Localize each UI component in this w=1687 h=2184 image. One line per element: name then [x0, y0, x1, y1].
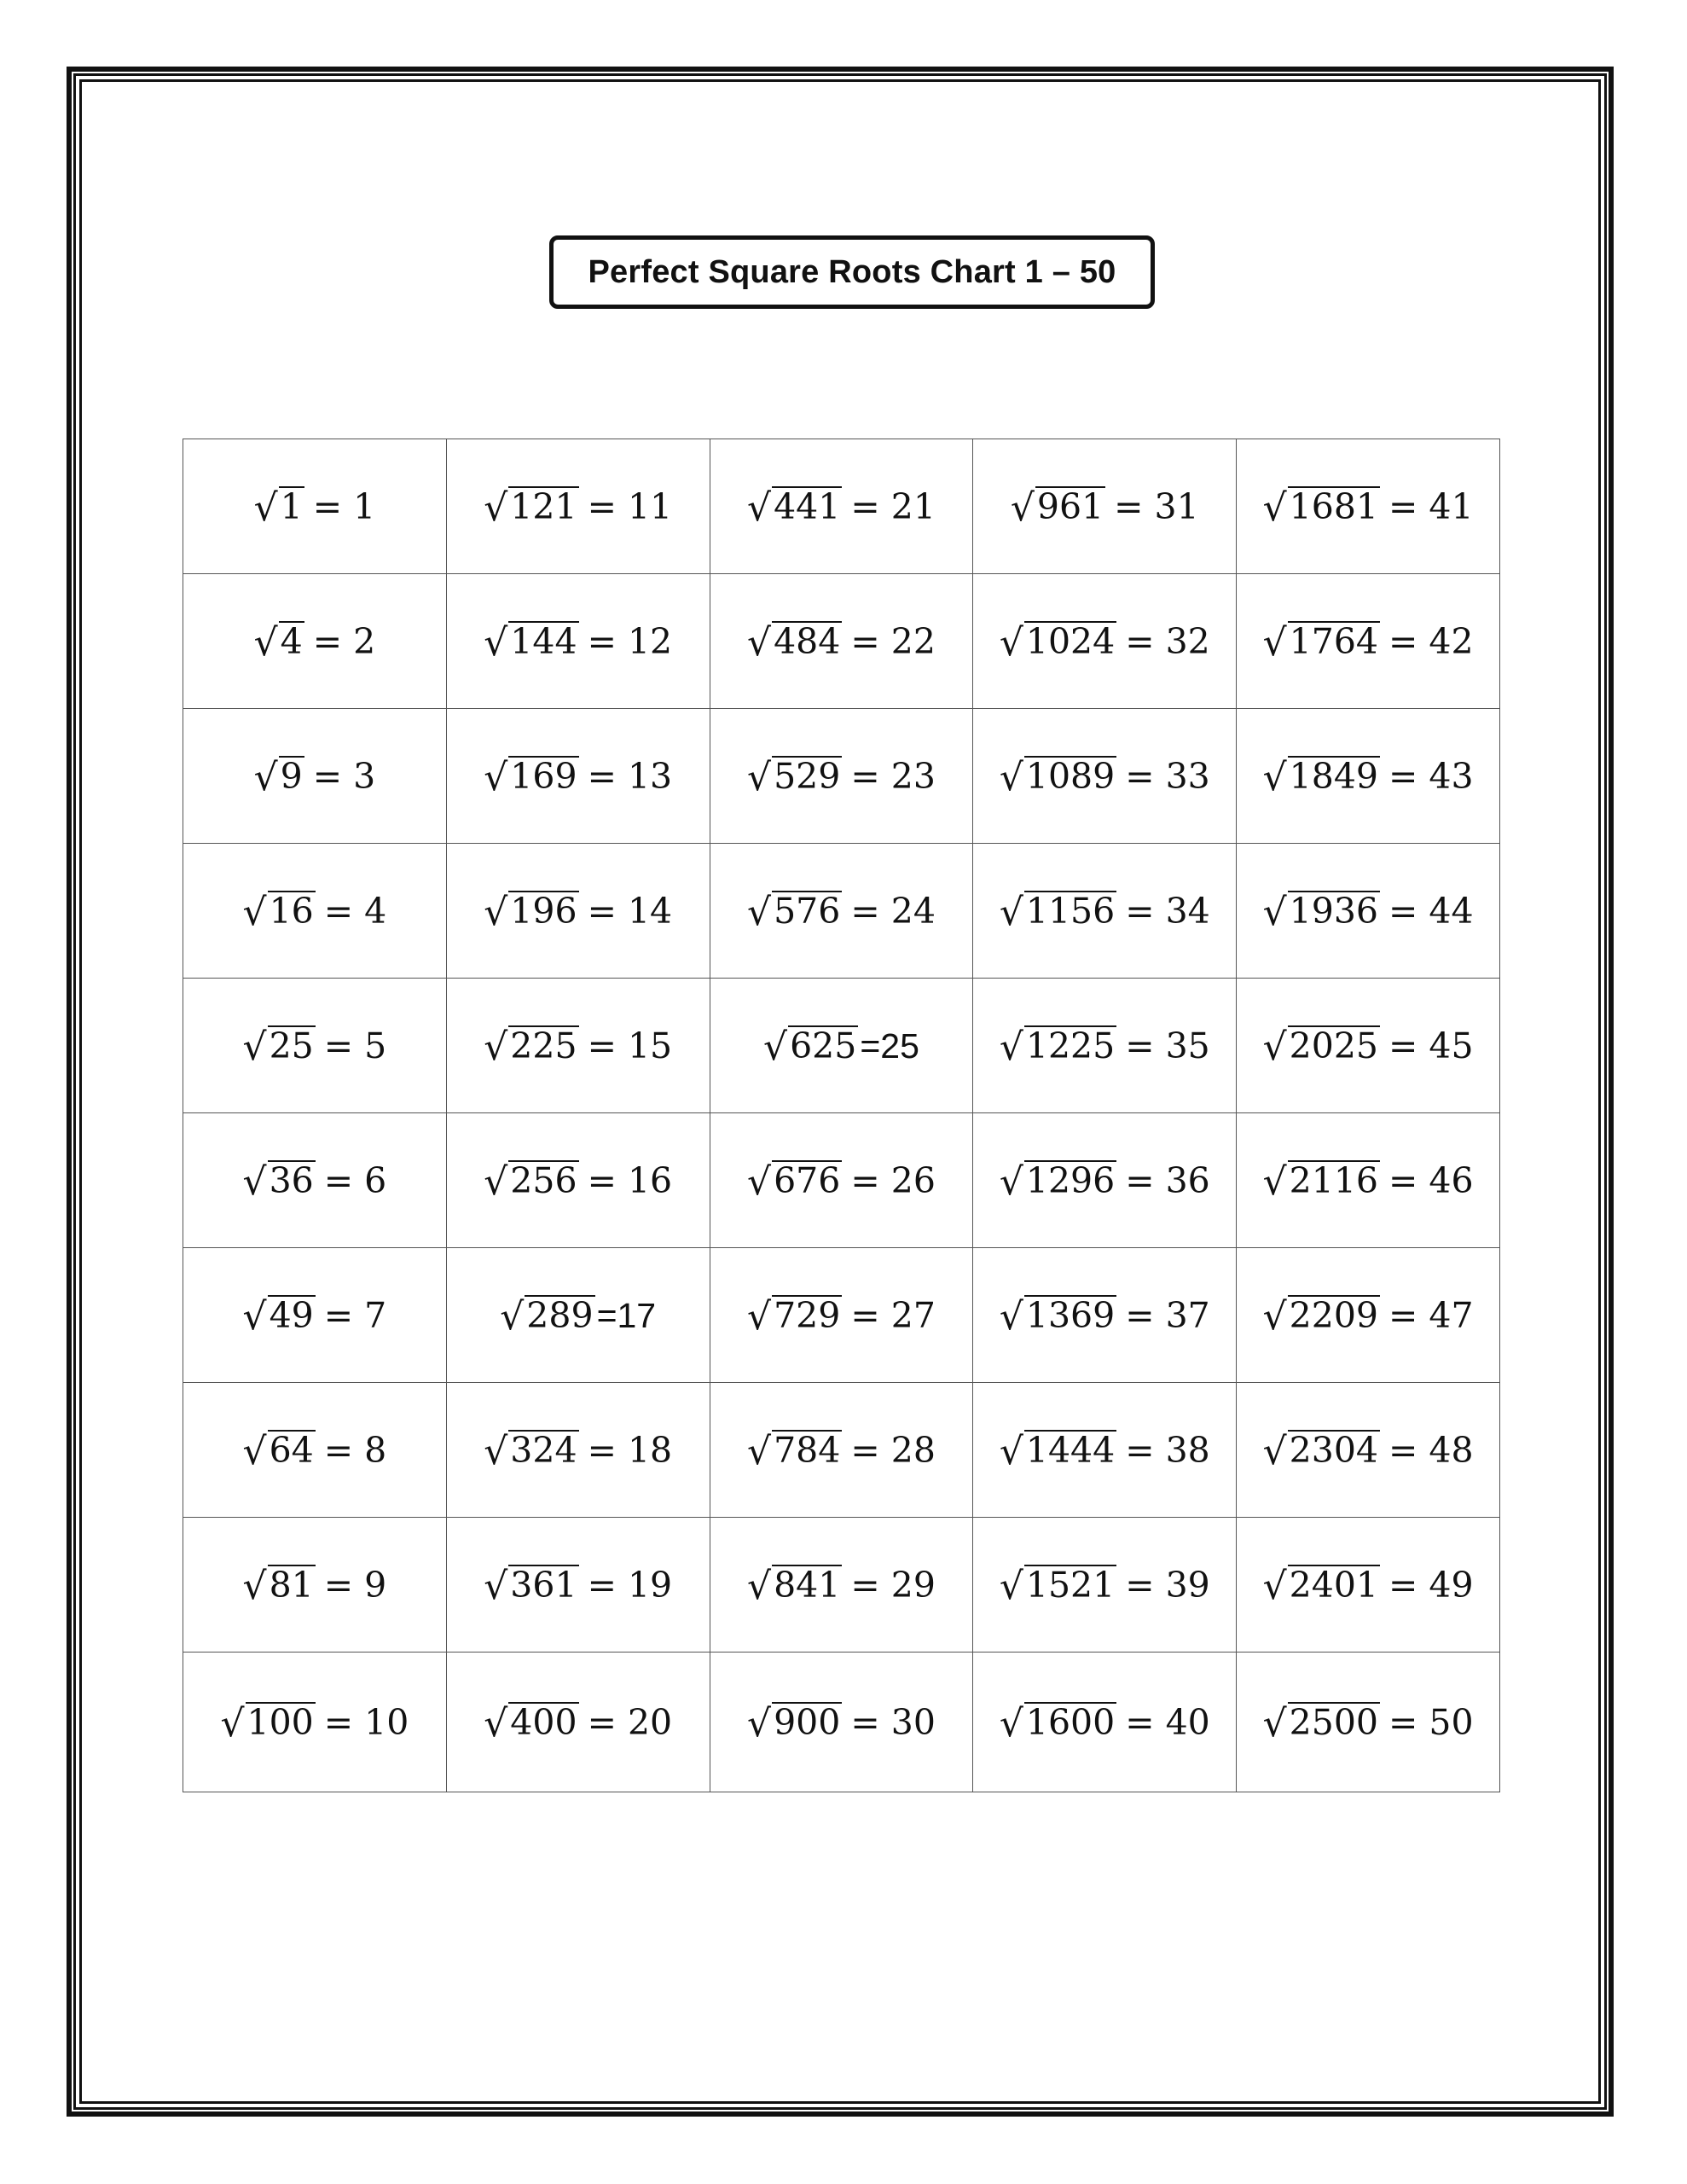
table-cell — [1237, 1248, 1500, 1383]
radicand: 121 — [510, 486, 577, 527]
root-result: = 14 — [587, 891, 673, 932]
square-root-equation — [484, 619, 672, 663]
table-cell — [973, 1518, 1237, 1653]
radicand: 1444 — [1025, 1430, 1116, 1471]
root-result: = 12 — [587, 621, 673, 662]
table-cell — [973, 1383, 1237, 1518]
root-result: = 27 — [850, 1295, 936, 1336]
square-root-equation — [1000, 1024, 1210, 1067]
radicand: 2209 — [1289, 1295, 1378, 1336]
square-root-symbol: √ — [242, 1160, 267, 1204]
radicand: 1 — [280, 486, 303, 527]
root-result: = 49 — [1388, 1565, 1474, 1606]
square-root-symbol: √ — [747, 1160, 772, 1204]
square-roots-table-body — [183, 439, 1500, 1792]
table-cell — [973, 1653, 1237, 1792]
table-cell — [183, 574, 447, 709]
radicand: 1764 — [1289, 621, 1378, 662]
square-root-equation — [1263, 1563, 1474, 1606]
square-root-symbol: √ — [999, 1160, 1023, 1204]
square-root-symbol: √ — [242, 891, 267, 934]
root-result: = 3 — [312, 756, 376, 797]
table-cell — [183, 1113, 447, 1248]
table-cell — [710, 1248, 973, 1383]
root-result: = 31 — [1114, 486, 1199, 527]
root-result: = 18 — [587, 1430, 673, 1471]
square-root-equation — [1000, 889, 1210, 932]
square-root-equation — [243, 889, 387, 932]
radicand: 729 — [774, 1295, 841, 1336]
root-result: = 6 — [323, 1160, 387, 1201]
table-cell — [183, 1383, 447, 1518]
table-cell — [446, 1518, 710, 1653]
root-result: = 37 — [1125, 1295, 1210, 1336]
square-root-symbol: √ — [253, 621, 278, 665]
root-result: = 41 — [1388, 486, 1474, 527]
square-root-equation — [484, 1024, 672, 1067]
radicand: 1936 — [1289, 891, 1378, 932]
square-root-equation — [747, 889, 936, 932]
square-root-equation — [254, 619, 376, 663]
table-cell — [183, 979, 447, 1113]
radicand: 361 — [510, 1565, 577, 1606]
radicand: 484 — [774, 621, 841, 662]
table-row — [183, 1113, 1500, 1248]
square-root-equation — [1000, 619, 1210, 663]
square-root-equation — [1263, 889, 1474, 932]
radicand: 36 — [269, 1160, 314, 1201]
square-root-equation — [747, 1428, 936, 1472]
root-result: = 46 — [1388, 1160, 1474, 1201]
square-root-symbol: √ — [999, 1430, 1023, 1473]
square-root-equation — [747, 1159, 936, 1202]
root-result: = 42 — [1388, 621, 1474, 662]
square-root-symbol: √ — [1262, 486, 1287, 530]
square-root-symbol: √ — [484, 621, 508, 665]
table-row — [183, 1383, 1500, 1518]
square-root-symbol: √ — [999, 756, 1023, 799]
table-cell — [446, 844, 710, 979]
radicand: 576 — [774, 891, 841, 932]
radicand: 784 — [774, 1430, 841, 1471]
root-result: = 35 — [1125, 1025, 1210, 1066]
root-result: = 4 — [323, 891, 387, 932]
square-root-symbol: √ — [484, 1025, 508, 1069]
radicand: 2304 — [1289, 1430, 1378, 1471]
square-root-symbol: √ — [1262, 891, 1287, 934]
square-root-symbol: √ — [747, 1565, 772, 1608]
radicand: 2401 — [1289, 1565, 1378, 1606]
table-row — [183, 709, 1500, 844]
table-cell — [183, 709, 447, 844]
radicand: 64 — [269, 1430, 314, 1471]
square-root-symbol: √ — [999, 1025, 1023, 1069]
root-result: = 39 — [1125, 1565, 1210, 1606]
table-cell — [446, 574, 710, 709]
root-result: =25 — [860, 1026, 919, 1066]
square-root-symbol: √ — [763, 1025, 788, 1069]
root-result: = 21 — [850, 486, 936, 527]
radicand: 1681 — [1289, 486, 1378, 527]
square-root-symbol: √ — [747, 1430, 772, 1473]
square-root-symbol: √ — [1262, 756, 1287, 799]
radicand: 1600 — [1025, 1702, 1116, 1743]
root-result: = 15 — [587, 1025, 673, 1066]
root-result: = 1 — [312, 486, 376, 527]
square-root-equation — [484, 1159, 672, 1202]
root-result: = 33 — [1125, 756, 1210, 797]
table-cell — [1237, 979, 1500, 1113]
square-root-equation — [1263, 1024, 1474, 1067]
radicand: 289 — [526, 1295, 594, 1336]
square-root-equation — [1000, 1563, 1210, 1606]
square-root-equation — [1263, 1428, 1474, 1472]
radicand: 900 — [774, 1702, 841, 1743]
square-root-symbol: √ — [484, 1160, 508, 1204]
square-root-equation — [747, 485, 936, 528]
square-root-symbol: √ — [484, 891, 508, 934]
square-root-equation — [243, 1428, 387, 1472]
square-root-symbol: √ — [1262, 621, 1287, 665]
table-cell — [446, 1653, 710, 1792]
table-cell — [710, 709, 973, 844]
square-root-equation — [1000, 1159, 1210, 1202]
square-root-symbol: √ — [1262, 1430, 1287, 1473]
square-root-equation — [220, 1700, 409, 1744]
table-cell — [183, 1518, 447, 1653]
radicand: 625 — [790, 1025, 857, 1066]
table-cell — [710, 1653, 973, 1792]
radicand: 9 — [280, 756, 303, 797]
radicand: 16 — [269, 891, 314, 932]
root-result: = 20 — [587, 1702, 673, 1743]
square-root-symbol: √ — [747, 1295, 772, 1339]
square-root-symbol: √ — [484, 1565, 508, 1608]
square-roots-table — [183, 439, 1500, 1792]
table-cell — [1237, 709, 1500, 844]
radicand: 1296 — [1025, 1160, 1116, 1201]
radicand: 225 — [510, 1025, 577, 1066]
square-root-equation — [1263, 485, 1474, 528]
table-cell — [446, 1113, 710, 1248]
square-root-symbol: √ — [484, 1702, 508, 1745]
table-cell — [710, 1518, 973, 1653]
square-root-equation — [243, 1024, 387, 1067]
root-result: = 23 — [850, 756, 936, 797]
square-root-equation — [484, 1428, 672, 1472]
radicand: 1024 — [1025, 621, 1116, 662]
table-cell — [1237, 574, 1500, 709]
square-root-symbol: √ — [747, 756, 772, 799]
square-root-equation — [500, 1293, 656, 1337]
square-root-equation — [1263, 619, 1474, 663]
radicand: 196 — [510, 891, 577, 932]
root-result: = 50 — [1388, 1702, 1474, 1743]
square-root-equation — [1000, 754, 1210, 798]
square-root-equation — [747, 619, 936, 663]
square-root-equation — [484, 1700, 672, 1744]
square-root-symbol: √ — [1262, 1025, 1287, 1069]
root-result: = 36 — [1125, 1160, 1210, 1201]
root-result: = 40 — [1125, 1702, 1210, 1743]
table-cell — [710, 844, 973, 979]
radicand: 100 — [246, 1702, 314, 1743]
square-root-equation — [243, 1293, 387, 1337]
table-cell — [183, 1653, 447, 1792]
square-root-symbol: √ — [1262, 1565, 1287, 1608]
root-result: = 38 — [1125, 1430, 1210, 1471]
table-cell — [710, 574, 973, 709]
radicand: 25 — [269, 1025, 314, 1066]
square-root-equation — [1000, 1700, 1210, 1744]
table-cell — [973, 1113, 1237, 1248]
square-root-equation — [254, 485, 376, 528]
root-result: = 9 — [323, 1565, 387, 1606]
root-result: = 24 — [850, 891, 936, 932]
root-result: = 34 — [1125, 891, 1210, 932]
square-root-symbol: √ — [747, 486, 772, 530]
square-root-symbol: √ — [220, 1702, 245, 1745]
square-root-symbol: √ — [1262, 1702, 1287, 1745]
table-cell — [973, 709, 1237, 844]
square-root-equation — [1263, 1700, 1474, 1744]
square-root-symbol: √ — [1010, 486, 1035, 530]
table-cell — [183, 844, 447, 979]
table-row — [183, 574, 1500, 709]
square-root-equation — [763, 1024, 919, 1067]
table-cell — [446, 1383, 710, 1518]
square-root-symbol: √ — [999, 1702, 1023, 1745]
radicand: 1369 — [1025, 1295, 1116, 1336]
table-cell — [1237, 439, 1500, 574]
square-root-equation — [484, 754, 672, 798]
square-root-equation — [484, 1563, 672, 1606]
square-root-equation — [1000, 1293, 1210, 1337]
root-result: = 32 — [1125, 621, 1210, 662]
square-root-symbol: √ — [1262, 1295, 1287, 1339]
root-result: = 7 — [323, 1295, 387, 1336]
square-root-symbol: √ — [484, 486, 508, 530]
radicand: 4 — [280, 621, 303, 662]
table-cell — [973, 979, 1237, 1113]
square-root-symbol: √ — [747, 1702, 772, 1745]
root-result: = 30 — [850, 1702, 936, 1743]
table-cell — [1237, 1518, 1500, 1653]
square-root-equation — [747, 754, 936, 798]
root-result: = 8 — [323, 1430, 387, 1471]
table-cell — [973, 1248, 1237, 1383]
radicand: 144 — [510, 621, 577, 662]
radicand: 841 — [774, 1565, 841, 1606]
page-title: Perfect Square Roots Chart 1 – 50 — [549, 235, 1155, 309]
square-root-equation — [243, 1563, 387, 1606]
radicand: 81 — [269, 1565, 314, 1606]
square-root-equation — [1011, 485, 1199, 528]
root-result: = 10 — [323, 1702, 409, 1743]
square-root-symbol: √ — [484, 756, 508, 799]
root-result: = 13 — [587, 756, 673, 797]
square-root-equation — [484, 485, 672, 528]
square-root-symbol: √ — [500, 1295, 525, 1339]
square-root-symbol: √ — [999, 891, 1023, 934]
table-cell — [973, 844, 1237, 979]
table-cell — [1237, 1113, 1500, 1248]
table-row — [183, 1653, 1500, 1792]
square-root-equation — [747, 1563, 936, 1606]
square-root-symbol: √ — [747, 891, 772, 934]
table-cell — [1237, 844, 1500, 979]
table-row — [183, 439, 1500, 574]
root-result: = 43 — [1388, 756, 1474, 797]
square-root-equation — [484, 889, 672, 932]
root-result: = 28 — [850, 1430, 936, 1471]
square-root-equation — [1263, 1293, 1474, 1337]
root-result: = 44 — [1388, 891, 1474, 932]
square-root-symbol: √ — [747, 621, 772, 665]
square-root-symbol: √ — [242, 1430, 267, 1473]
table-cell — [973, 574, 1237, 709]
square-root-equation — [243, 1159, 387, 1202]
table-row — [183, 844, 1500, 979]
root-result: = 5 — [323, 1025, 387, 1066]
radicand: 2116 — [1289, 1160, 1378, 1201]
radicand: 2500 — [1289, 1702, 1378, 1743]
table-cell — [710, 979, 973, 1113]
root-result: = 26 — [850, 1160, 936, 1201]
table-cell — [446, 709, 710, 844]
radicand: 441 — [774, 486, 841, 527]
radicand: 2025 — [1289, 1025, 1378, 1066]
table-cell — [183, 439, 447, 574]
radicand: 324 — [510, 1430, 577, 1471]
square-root-symbol: √ — [242, 1295, 267, 1339]
square-root-symbol: √ — [253, 486, 278, 530]
square-root-equation — [254, 754, 376, 798]
root-result: =17 — [596, 1296, 657, 1335]
radicand: 676 — [774, 1160, 841, 1201]
square-root-equation — [747, 1293, 936, 1337]
table-row — [183, 1248, 1500, 1383]
root-result: = 48 — [1388, 1430, 1474, 1471]
root-result: = 47 — [1388, 1295, 1474, 1336]
root-result: = 45 — [1388, 1025, 1474, 1066]
radicand: 169 — [510, 756, 577, 797]
radicand: 49 — [269, 1295, 314, 1336]
table-cell — [973, 439, 1237, 574]
square-root-symbol: √ — [253, 756, 278, 799]
root-result: = 19 — [587, 1565, 673, 1606]
radicand: 400 — [510, 1702, 577, 1743]
radicand: 1225 — [1025, 1025, 1116, 1066]
radicand: 1849 — [1289, 756, 1378, 797]
table-cell — [446, 1248, 710, 1383]
square-root-symbol: √ — [999, 1565, 1023, 1608]
radicand: 1089 — [1025, 756, 1116, 797]
root-result: = 29 — [850, 1565, 936, 1606]
table-cell — [1237, 1653, 1500, 1792]
radicand: 529 — [774, 756, 841, 797]
square-root-equation — [1263, 754, 1474, 798]
radicand: 961 — [1036, 486, 1104, 527]
table-cell — [446, 979, 710, 1113]
table-cell — [1237, 1383, 1500, 1518]
square-root-symbol: √ — [999, 1295, 1023, 1339]
square-root-symbol: √ — [242, 1565, 267, 1608]
root-result: = 2 — [312, 621, 376, 662]
table-cell — [710, 439, 973, 574]
table-cell — [183, 1248, 447, 1383]
square-root-symbol: √ — [999, 621, 1023, 665]
table-row — [183, 1518, 1500, 1653]
square-root-symbol: √ — [484, 1430, 508, 1473]
radicand: 1156 — [1025, 891, 1116, 932]
square-root-equation — [1263, 1159, 1474, 1202]
root-result: = 22 — [850, 621, 936, 662]
table-row — [183, 979, 1500, 1113]
square-root-equation — [1000, 1428, 1210, 1472]
radicand: 256 — [510, 1160, 577, 1201]
table-cell — [710, 1113, 973, 1248]
root-result: = 16 — [587, 1160, 673, 1201]
table-cell — [710, 1383, 973, 1518]
radicand: 1521 — [1025, 1565, 1116, 1606]
root-result: = 11 — [587, 486, 673, 527]
square-root-symbol: √ — [242, 1025, 267, 1069]
square-root-symbol: √ — [1262, 1160, 1287, 1204]
table-cell — [446, 439, 710, 574]
square-root-equation — [747, 1700, 936, 1744]
